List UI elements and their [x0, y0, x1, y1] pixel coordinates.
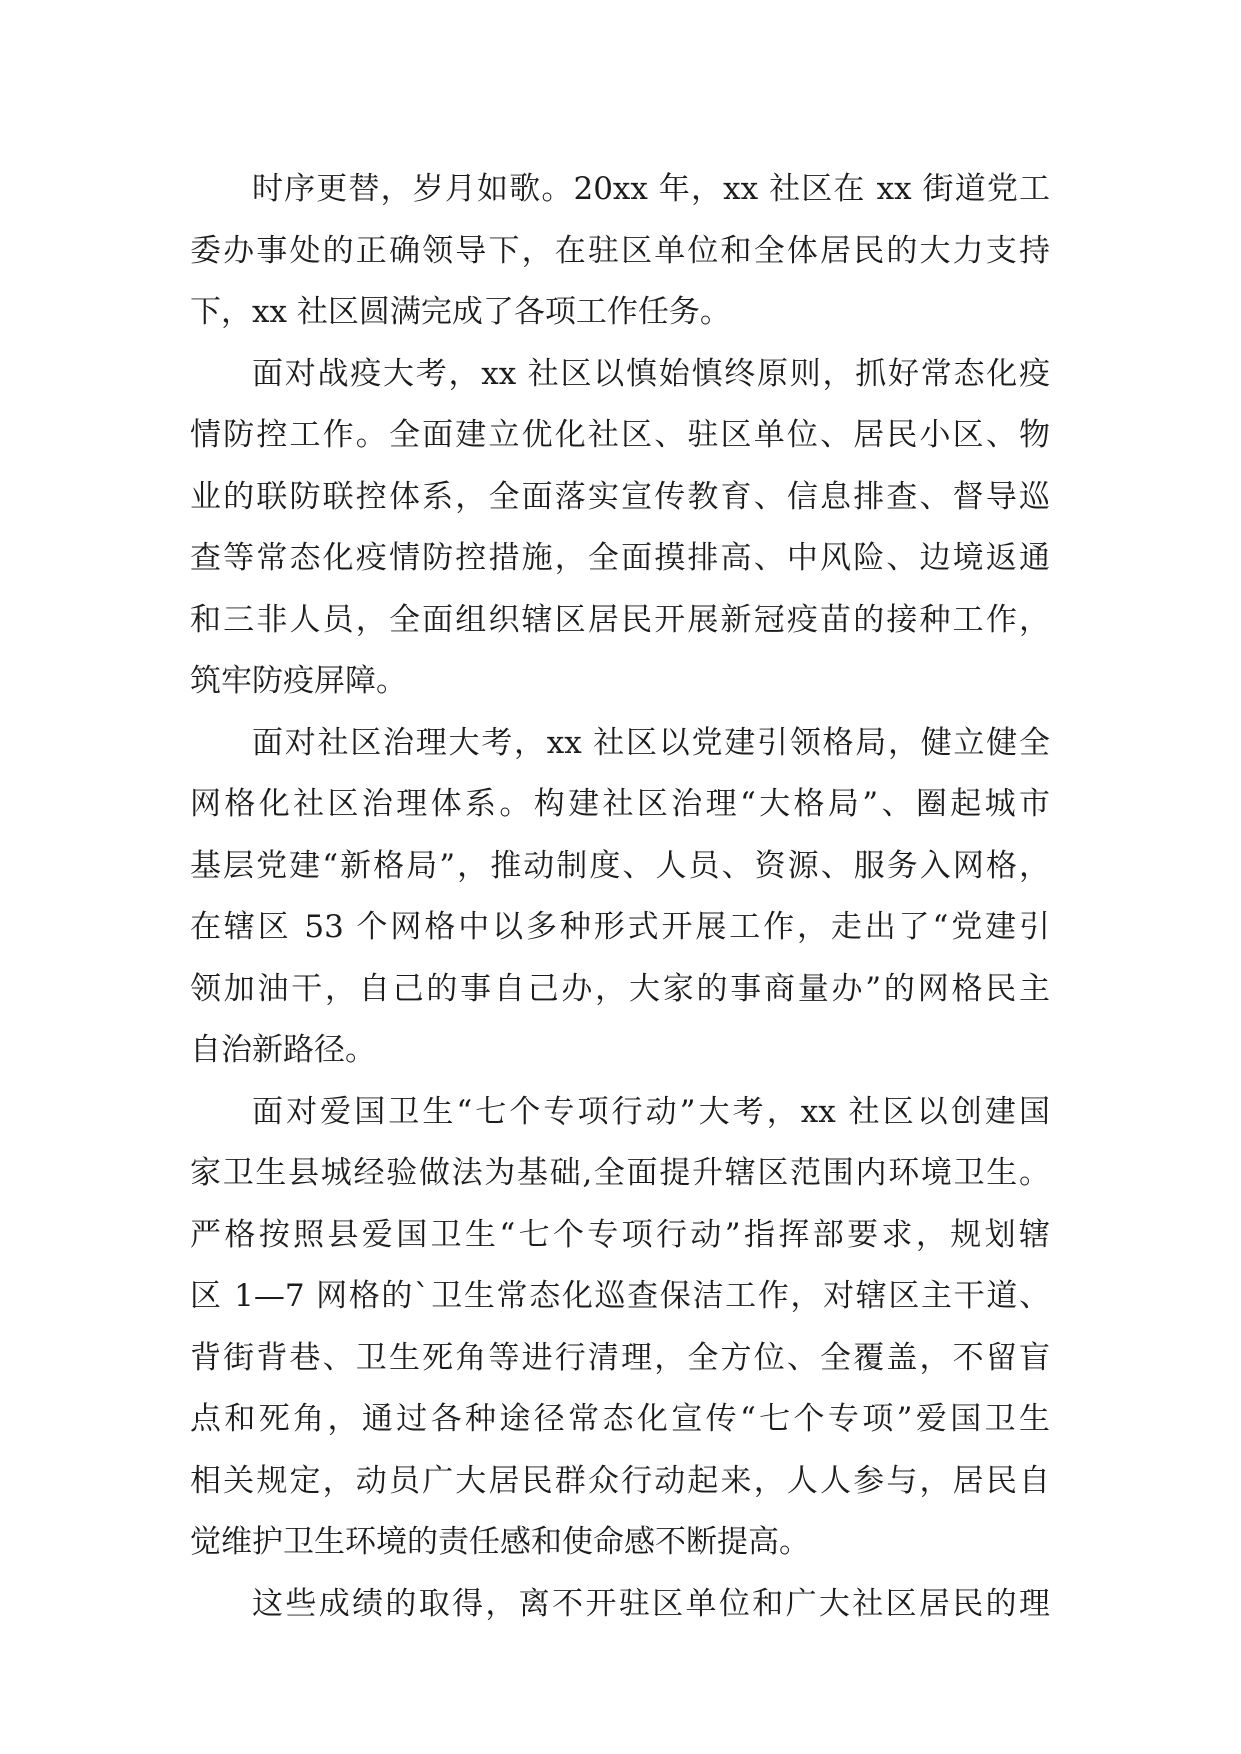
text-line: 自治新路径。: [190, 1032, 376, 1068]
text-line: 在辖区 53 个网格中以多种形式开展工作，走出了“党建引: [190, 909, 1050, 945]
text-line: 面对爱国卫生“七个专项行动”大考，xx 社区以创建国: [252, 1093, 1050, 1130]
text-line: 严格按照县爱国卫生“七个专项行动”指挥部要求，规划辖: [190, 1216, 1050, 1253]
text-line: 领加油干，自己的事自己办，大家的事商量办”的网格民主: [190, 970, 1050, 1007]
text-line: 和三非人员，全面组织辖区居民开展新冠疫苗的接种工作，: [190, 601, 1050, 638]
text-line: 下，xx 社区圆满完成了各项工作任务。: [190, 294, 731, 330]
text-line: 面对战疫大考，xx 社区以慎始慎终原则，抓好常态化疫: [252, 355, 1050, 392]
text-line: 觉维护卫生环境的责任感和使命感不断提高。: [190, 1524, 810, 1560]
text-line: 情防控工作。全面建立优化社区、驻区单位、居民小区、物: [190, 417, 1050, 453]
text-line: 查等常态化疫情防控措施，全面摸排高、中风险、边境返通: [190, 540, 1050, 576]
body-text: [190, 159, 1050, 1635]
text-line: 面对社区治理大考，xx 社区以党建引领格局，健立健全: [252, 724, 1050, 761]
text-line: 这些成绩的取得，离不开驻区单位和广大社区居民的理: [252, 1585, 1050, 1622]
text-line: 委办事处的正确领导下，在驻区单位和全体居民的大力支持: [190, 232, 1050, 269]
text-line: 点和死角，通过各种途径常态化宣传“七个专项”爱国卫生: [190, 1401, 1050, 1437]
text-line: 家卫生县城经验做法为基础,全面提升辖区范围内环境卫生。: [190, 1155, 1050, 1191]
text-line: 区 1—7 网格的`卫生常态化巡查保洁工作，对辖区主干道、: [190, 1278, 1050, 1314]
text-line: 相关规定，动员广大居民群众行动起来，人人参与，居民自: [190, 1462, 1050, 1499]
text-line: 业的联防联控体系，全面落实宣传教育、信息排查、督导巡: [190, 478, 1050, 515]
text-line: 背街背巷、卫生死角等进行清理，全方位、全覆盖，不留盲: [190, 1339, 1050, 1376]
text-line: 网格化社区治理体系。构建社区治理“大格局”、圈起城市: [190, 786, 1050, 822]
text-line: 筑牢防疫屏障。: [190, 663, 407, 699]
text-line: 时序更替，岁月如歌。20xx 年，xx 社区在 xx 街道党工: [252, 171, 1050, 207]
text-line: 基层党建“新格局”，推动制度、人员、资源、服务入网格，: [190, 847, 1050, 884]
